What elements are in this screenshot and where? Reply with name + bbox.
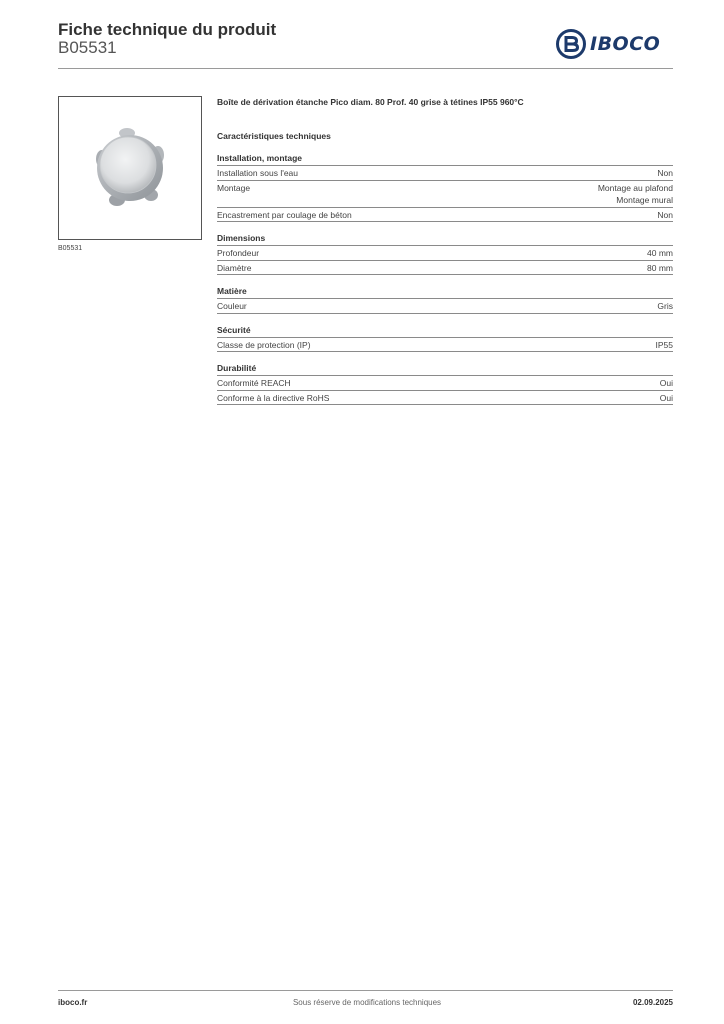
spec-value: Gris xyxy=(657,301,673,311)
spec-value-group xyxy=(660,392,673,405)
spec-value-group xyxy=(656,339,674,352)
spec-value: 40 mm xyxy=(647,248,673,258)
spec-label: Couleur xyxy=(217,301,247,311)
product-image xyxy=(58,96,202,240)
spec-row xyxy=(217,376,673,391)
document-title: Fiche technique du produit xyxy=(58,20,277,39)
spec-value: 80 mm xyxy=(647,262,673,273)
product-content xyxy=(217,96,673,405)
spec-value: IP55 xyxy=(655,339,673,350)
spec-section-security xyxy=(217,324,673,353)
iboco-logo-icon xyxy=(556,29,586,59)
spec-value-group xyxy=(657,167,673,180)
header-divider xyxy=(58,68,673,69)
spec-row xyxy=(217,261,673,276)
section-title: Sécurité xyxy=(217,324,673,338)
spec-row xyxy=(217,299,673,314)
spec-row xyxy=(217,391,673,406)
spec-value: Montage au plafond xyxy=(597,182,673,193)
spec-section-sustainability xyxy=(217,362,673,405)
spec-label: Conformité REACH xyxy=(217,378,291,388)
spec-label: Montage xyxy=(217,182,251,193)
iboco-logo xyxy=(556,29,674,59)
footer-website: iboco.fr xyxy=(58,998,88,1007)
specs-heading: Caractéristiques techniques xyxy=(217,131,331,141)
spec-value-group xyxy=(660,377,673,390)
product-title: Boîte de dérivation étanche Pico diam. 80 Prof. 40 grise à tétines IP55 960°C xyxy=(217,97,524,107)
spec-row xyxy=(217,166,673,181)
spec-label: Classe de protection (IP) xyxy=(217,339,311,350)
spec-value-group xyxy=(657,300,673,313)
image-caption: B05531 xyxy=(58,245,83,252)
spec-label: Conforme à la directive RoHS xyxy=(217,392,330,403)
spec-row xyxy=(217,246,673,261)
logo-wordmark: IBOCO xyxy=(590,33,661,55)
spec-section-installation xyxy=(217,152,673,222)
section-title: Dimensions xyxy=(217,232,673,246)
spec-value-group xyxy=(598,182,673,207)
spec-section-dimensions xyxy=(217,232,673,275)
spec-label: Installation sous l'eau xyxy=(217,168,299,178)
section-title: Durabilité xyxy=(217,362,673,376)
spec-row xyxy=(217,208,673,223)
footer-date: 02.09.2025 xyxy=(632,998,673,1007)
section-title: Installation, montage xyxy=(217,152,673,166)
spec-label: Diamètre xyxy=(217,262,252,273)
spec-value: Non xyxy=(657,209,673,220)
spec-value-group xyxy=(647,247,673,260)
footer-divider xyxy=(58,990,673,991)
section-title: Matière xyxy=(217,285,673,299)
spec-row xyxy=(217,181,673,208)
junction-box-illustration xyxy=(59,97,201,239)
product-reference: B05531 xyxy=(58,38,117,57)
spec-value: Montage mural xyxy=(616,195,673,205)
spec-label: Profondeur xyxy=(217,248,260,258)
spec-section-material xyxy=(217,285,673,314)
spec-row xyxy=(217,338,673,353)
footer-notice: Sous réserve de modifications techniques xyxy=(292,998,442,1007)
spec-label: Encastrement par coulage de béton xyxy=(217,209,352,220)
spec-value-group xyxy=(657,209,673,222)
spec-value: Oui xyxy=(659,392,673,403)
spec-value: Oui xyxy=(659,378,673,388)
spec-value-group xyxy=(647,262,673,275)
spec-value: Non xyxy=(657,168,673,178)
